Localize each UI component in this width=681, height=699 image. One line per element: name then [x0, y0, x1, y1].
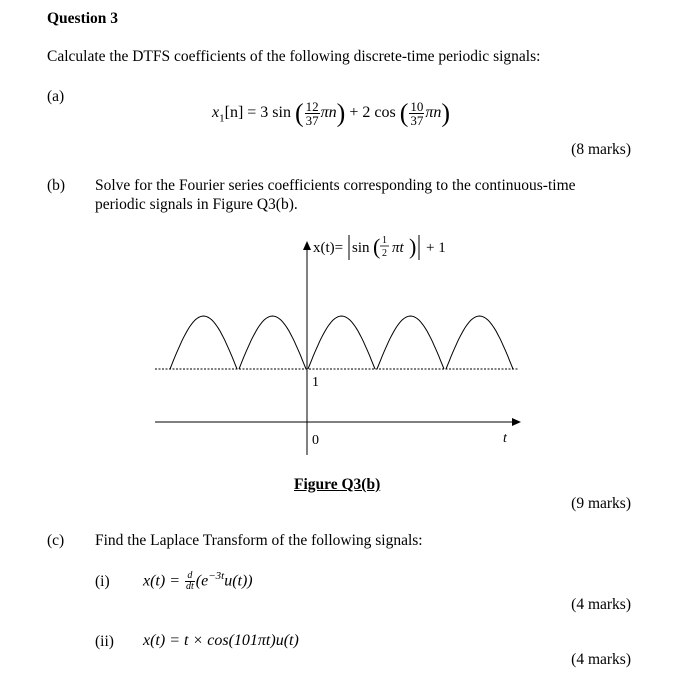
part-b-text-line1: Solve for the Fourier series coefficients corresponding to the continuous-time: [95, 177, 576, 194]
hump: [446, 316, 513, 369]
c-i-ddt: $\frac{d}{dt}$: [186, 570, 194, 593]
fn-paren-close: ): [409, 234, 417, 259]
part-c-text: Find the Laplace Transform of the following signals:: [95, 532, 423, 549]
part-c-ii-marks: (4 marks): [571, 651, 631, 668]
fn-prefix: x(t)=: [313, 240, 344, 256]
part-c-ii-equation: x(t) = t × cos(101πt)u(t): [143, 632, 299, 649]
eq-frac-1: $\frac{12}{37}$: [305, 99, 319, 128]
eq-pin-1: πn: [320, 104, 337, 122]
signal-curve: [170, 316, 513, 369]
c-i-open: (e: [195, 572, 209, 590]
figure-caption: Figure Q3(b): [294, 476, 381, 493]
fn-paren-open: (: [373, 234, 381, 259]
eq-plus-2cos: + 2 cos: [349, 104, 396, 122]
hump: [170, 316, 237, 369]
question-title: Question 3: [47, 10, 119, 27]
eq-sub: 1: [219, 112, 225, 125]
question-intro: Calculate the DTFS coefficients of the following discrete-time periodic signals:: [47, 48, 541, 65]
hump: [377, 316, 444, 369]
part-c-ii-label: (ii): [95, 633, 114, 650]
level-label: 1: [312, 375, 319, 390]
part-c-i-marks: (4 marks): [571, 596, 631, 613]
t-axis-label: t: [503, 431, 507, 446]
part-a-marks: (8 marks): [571, 141, 631, 158]
part-a-label: (a): [47, 88, 65, 105]
c-i-lhs: x(t) =: [143, 572, 180, 590]
part-b-label: (b): [47, 177, 66, 194]
t-axis-arrow: [512, 418, 521, 426]
part-c-i-equation: [143, 570, 253, 592]
eq-pin-2: πn: [425, 104, 442, 122]
y-axis-arrow: [303, 241, 311, 250]
fn-frac-num: 1: [382, 235, 387, 246]
origin-label: 0: [312, 433, 319, 448]
hump: [308, 316, 375, 369]
fn-suffix: + 1: [426, 240, 446, 256]
eq-x: x: [212, 104, 220, 122]
c-i-close: u(t)): [224, 572, 253, 590]
part-c-i-label: (i): [95, 573, 110, 590]
part-b-marks: (9 marks): [571, 495, 631, 512]
hump: [239, 316, 306, 369]
eq-arg: [n] = 3 sin: [224, 104, 291, 122]
c-i-exp: −3t: [208, 570, 225, 582]
fn-pit: πt: [392, 240, 404, 256]
part-a-equation: $x_1[n] = 3$ sin ( $\frac{12}{37}$ πn) + 2 cos ( $\frac{10}{37}$ πn): [212, 98, 451, 128]
part-c-label: (c): [47, 532, 65, 549]
eq-frac-2: $\frac{10}{37}$: [410, 99, 424, 128]
fn-frac-den: 2: [382, 248, 387, 259]
part-b-text-line2: periodic signals in Figure Q3(b).: [95, 196, 298, 213]
fn-sin: sin: [352, 240, 370, 256]
